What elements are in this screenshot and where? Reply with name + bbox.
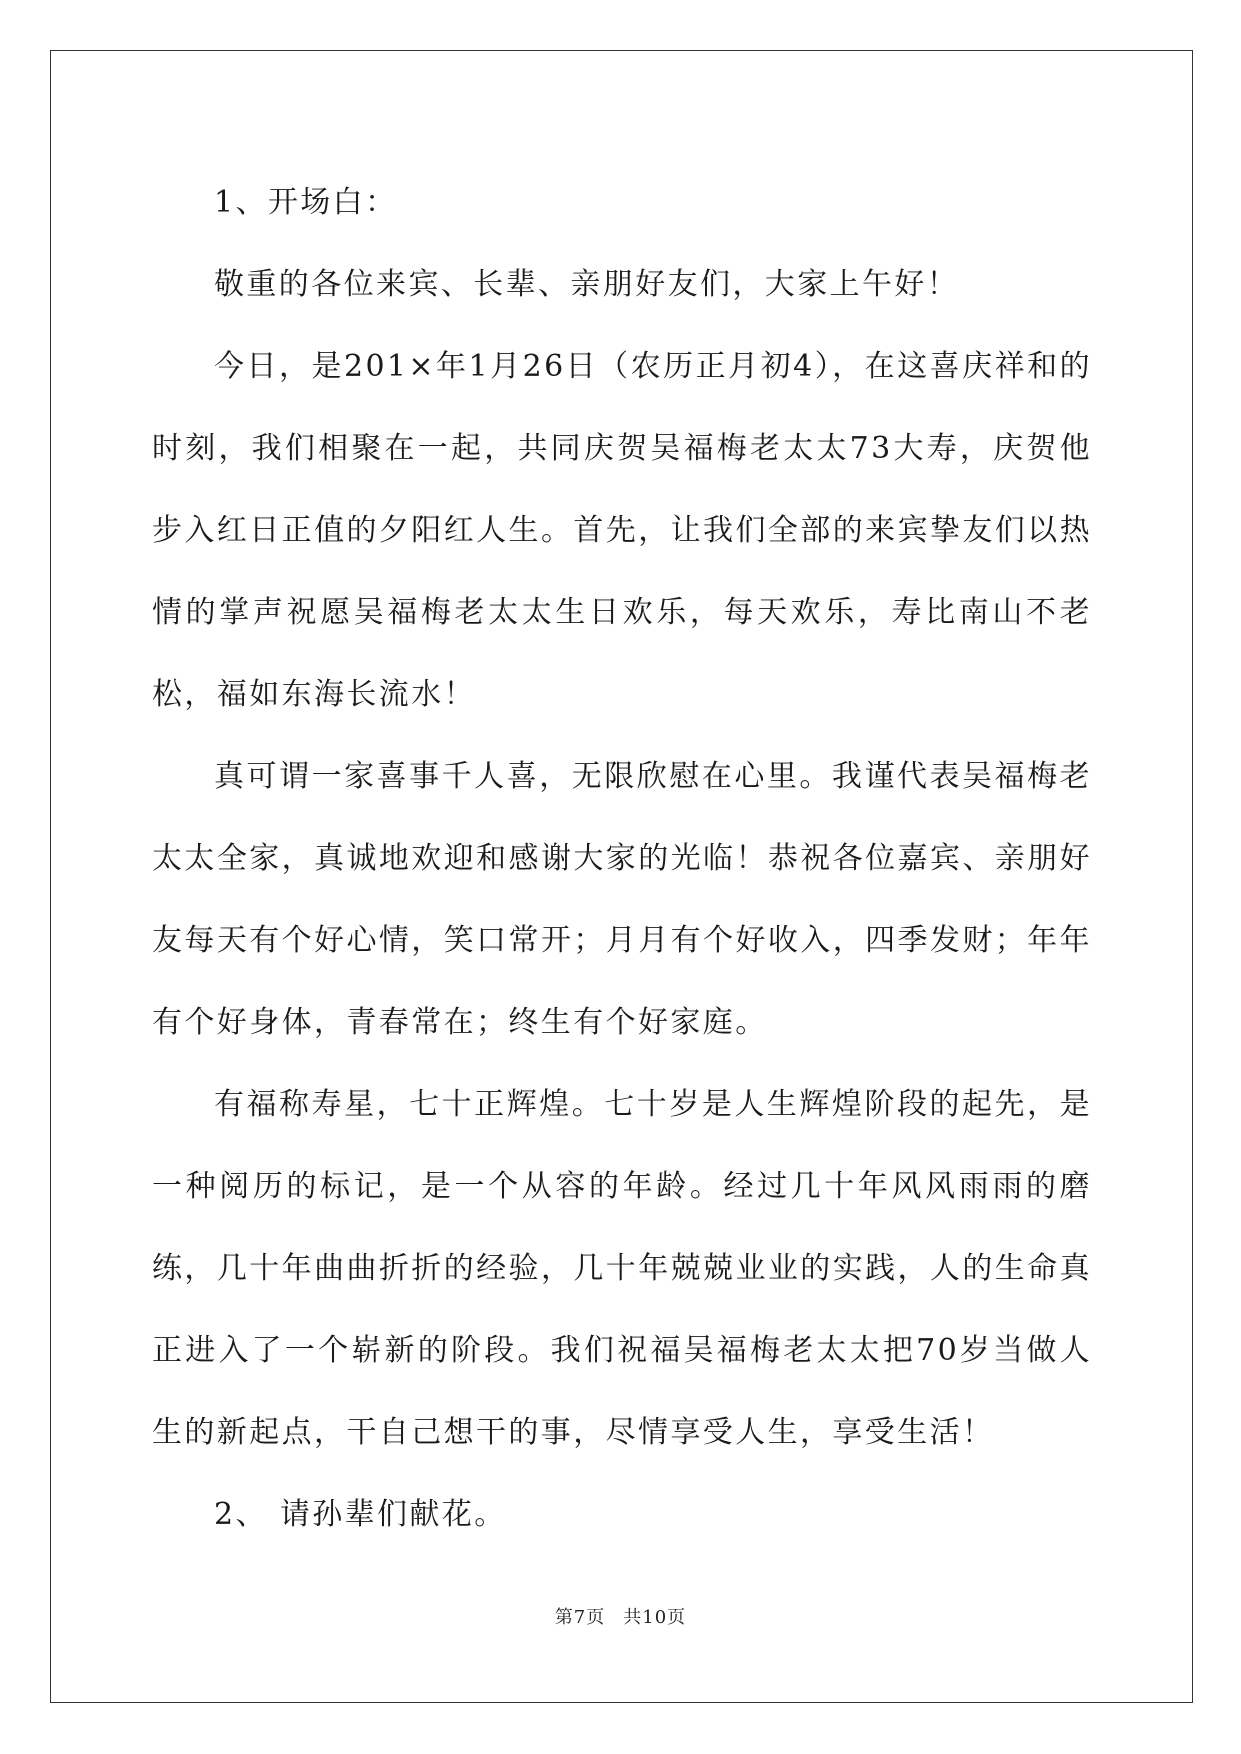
page-footer [0, 1603, 1241, 1629]
paragraph-greeting: 敬重的各位来宾、长辈、亲朋好友们，大家上午好！ [214, 267, 960, 302]
page-total: 共10页 [623, 1607, 687, 1628]
paragraph-date-celebration: 今日，是201×年1月26日（农历正月初4），在这喜庆祥和的时刻，我们相聚在一起，共同庆贺吴福梅老太太73大寿，庆贺他步入红日正值的夕阳红人生。首先，让我们全部的来宾挚友们以热情的掌声祝愿吴福梅老太太生日欢乐，每天欢乐，寿比南山不老松，福如东海长流水！ [152, 349, 1092, 712]
paragraph-heading-flowers: 2、 请孙辈们献花。 [214, 1497, 507, 1532]
document-body [152, 162, 1092, 1556]
paragraph-heading-opening: 1、开场白： [214, 185, 398, 220]
paragraph-seventy-years: 有福称寿星，七十正辉煌。七十岁是人生辉煌阶段的起先，是一种阅历的标记，是一个从容的年龄。经过几十年风风雨雨的磨练，几十年曲曲折折的经验，几十年兢兢业业的实践，人的生命真正进入了一个崭新的阶段。我们祝福吴福梅老太太把70岁当做人生的新起点，干自己想干的事，尽情享受人生，享受生活！ [152, 1087, 1092, 1450]
paragraph-family-thanks: 真可谓一家喜事千人喜，无限欣慰在心里。我谨代表吴福梅老太太全家，真诚地欢迎和感谢大家的光临！恭祝各位嘉宾、亲朋好友每天有个好心情，笑口常开；月月有个好收入，四季发财；年年有个好身体，青春常在；终生有个好家庭。 [152, 759, 1092, 1040]
page-number: 第7页 [554, 1607, 606, 1628]
